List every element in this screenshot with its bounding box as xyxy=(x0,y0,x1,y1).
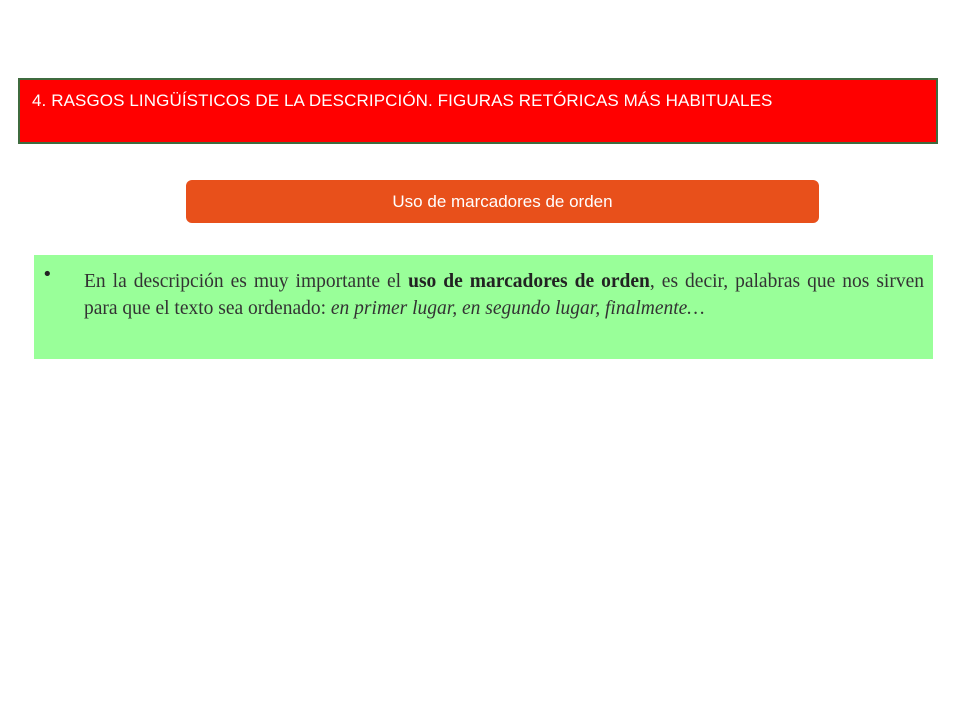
section-heading-pill xyxy=(186,180,819,223)
section-heading: Uso de marcadores de orden xyxy=(392,191,613,211)
slide-title: 4. RASGOS LINGÜÍSTICOS DE LA DESCRIPCIÓN. FIGURAS RETÓRICAS MÁS HABITUALES xyxy=(32,91,773,110)
paragraph-text-start: En la descripción es muy importante el xyxy=(84,271,409,292)
slide-title-bar xyxy=(18,78,938,144)
paragraph-bold-term: uso de marcadores de orden xyxy=(408,271,650,292)
bullet-marker: • xyxy=(42,264,53,285)
content-box xyxy=(34,255,933,359)
paragraph-text-middle: , es decir, palabras que nos sirven para que el texto sea ordenado: xyxy=(84,271,924,319)
body-paragraph xyxy=(84,268,924,322)
paragraph-italic-examples: en primer lugar, en segundo lugar, finalmente… xyxy=(330,298,705,319)
